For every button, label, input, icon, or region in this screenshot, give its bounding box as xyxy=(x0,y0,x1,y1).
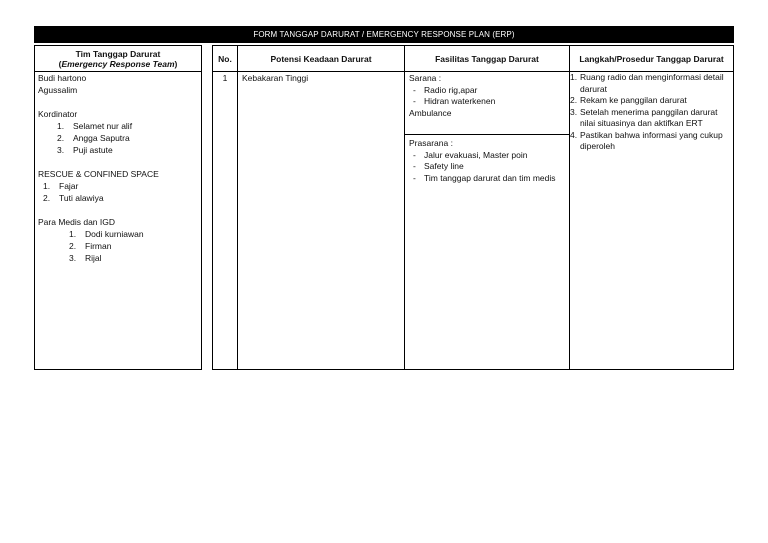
header-no: No. xyxy=(213,46,237,72)
form-title-bar xyxy=(34,26,734,43)
sarana-extra: Ambulance xyxy=(409,107,452,118)
column-no xyxy=(213,46,238,369)
rescue-list xyxy=(38,180,198,204)
leader-name: Budi hartono xyxy=(38,73,87,83)
form-title: FORM TANGGAP DARURAT / EMERGENCY RESPONSE PLAN (ERP) xyxy=(253,30,515,39)
team-header xyxy=(35,46,201,72)
list-item: - Jalur evakuasi, Master poin xyxy=(413,149,528,160)
header-langkah: Langkah/Prosedur Tanggap Darurat xyxy=(570,46,733,72)
steps-list xyxy=(570,72,733,153)
list-item: - Radio rig,apar xyxy=(413,84,478,95)
coordinator-group xyxy=(38,108,198,156)
row-no: 1 xyxy=(222,73,228,83)
list-item: 1. Fajar xyxy=(43,181,79,191)
rescue-label: RESCUE & CONFINED SPACE xyxy=(38,169,159,179)
team-panel xyxy=(34,45,202,370)
response-table xyxy=(212,45,734,370)
list-item: 2. Tuti alawiya xyxy=(43,193,104,203)
list-item: - Safety line xyxy=(413,161,464,171)
list-item: 1. Dodi kurniawan xyxy=(69,229,144,239)
list-item: - Tim tanggap darurat dan tim medis xyxy=(413,172,556,183)
team-body xyxy=(35,72,201,264)
coordinator-list xyxy=(38,120,198,156)
list-item: - Hidran waterkenen xyxy=(413,96,496,106)
header-potensi: Potensi Keadaan Darurat xyxy=(238,46,404,72)
team-leaders xyxy=(38,72,198,96)
column-potensi xyxy=(238,46,405,369)
team-header-subtitle: (Emergency Response Team) xyxy=(58,58,178,69)
leader-name: Agussalim xyxy=(38,85,78,95)
prasarana-label: Prasarana : xyxy=(409,138,453,148)
header-fasilitas: Fasilitas Tanggap Darurat xyxy=(405,46,569,72)
sarana-label: Sarana : xyxy=(409,73,442,83)
list-item: 4. Pastikan bahwa informasi yang cukup diperoleh xyxy=(570,129,723,151)
list-item: 3. Puji astute xyxy=(57,145,113,155)
column-fasilitas xyxy=(405,46,570,369)
medic-group xyxy=(38,216,198,264)
row-potensi: Kebakaran Tinggi xyxy=(242,73,309,83)
sarana-cell xyxy=(405,72,569,135)
prasarana-cell xyxy=(405,135,569,187)
list-item: 2. Angga Saputra xyxy=(57,133,130,143)
team-header-title: Tim Tanggap Darurat xyxy=(75,48,161,59)
column-langkah xyxy=(570,46,733,369)
list-item: 1. Selamet nur alif xyxy=(57,121,133,131)
medic-label: Para Medis dan IGD xyxy=(38,217,116,227)
coordinator-label: Kordinator xyxy=(38,109,78,119)
medic-list xyxy=(38,228,198,264)
list-item: 2. Rekam ke panggilan darurat xyxy=(570,95,687,105)
list-item: 3. Setelah menerima panggilan darurat nilai situasinya dan aktifkan ERT xyxy=(570,106,718,128)
list-item: 3. Rijal xyxy=(69,253,102,263)
list-item: 1. Ruang radio dan menginformasi detail darurat xyxy=(570,72,724,94)
rescue-group xyxy=(38,168,198,204)
list-item: 2. Firman xyxy=(69,241,112,251)
